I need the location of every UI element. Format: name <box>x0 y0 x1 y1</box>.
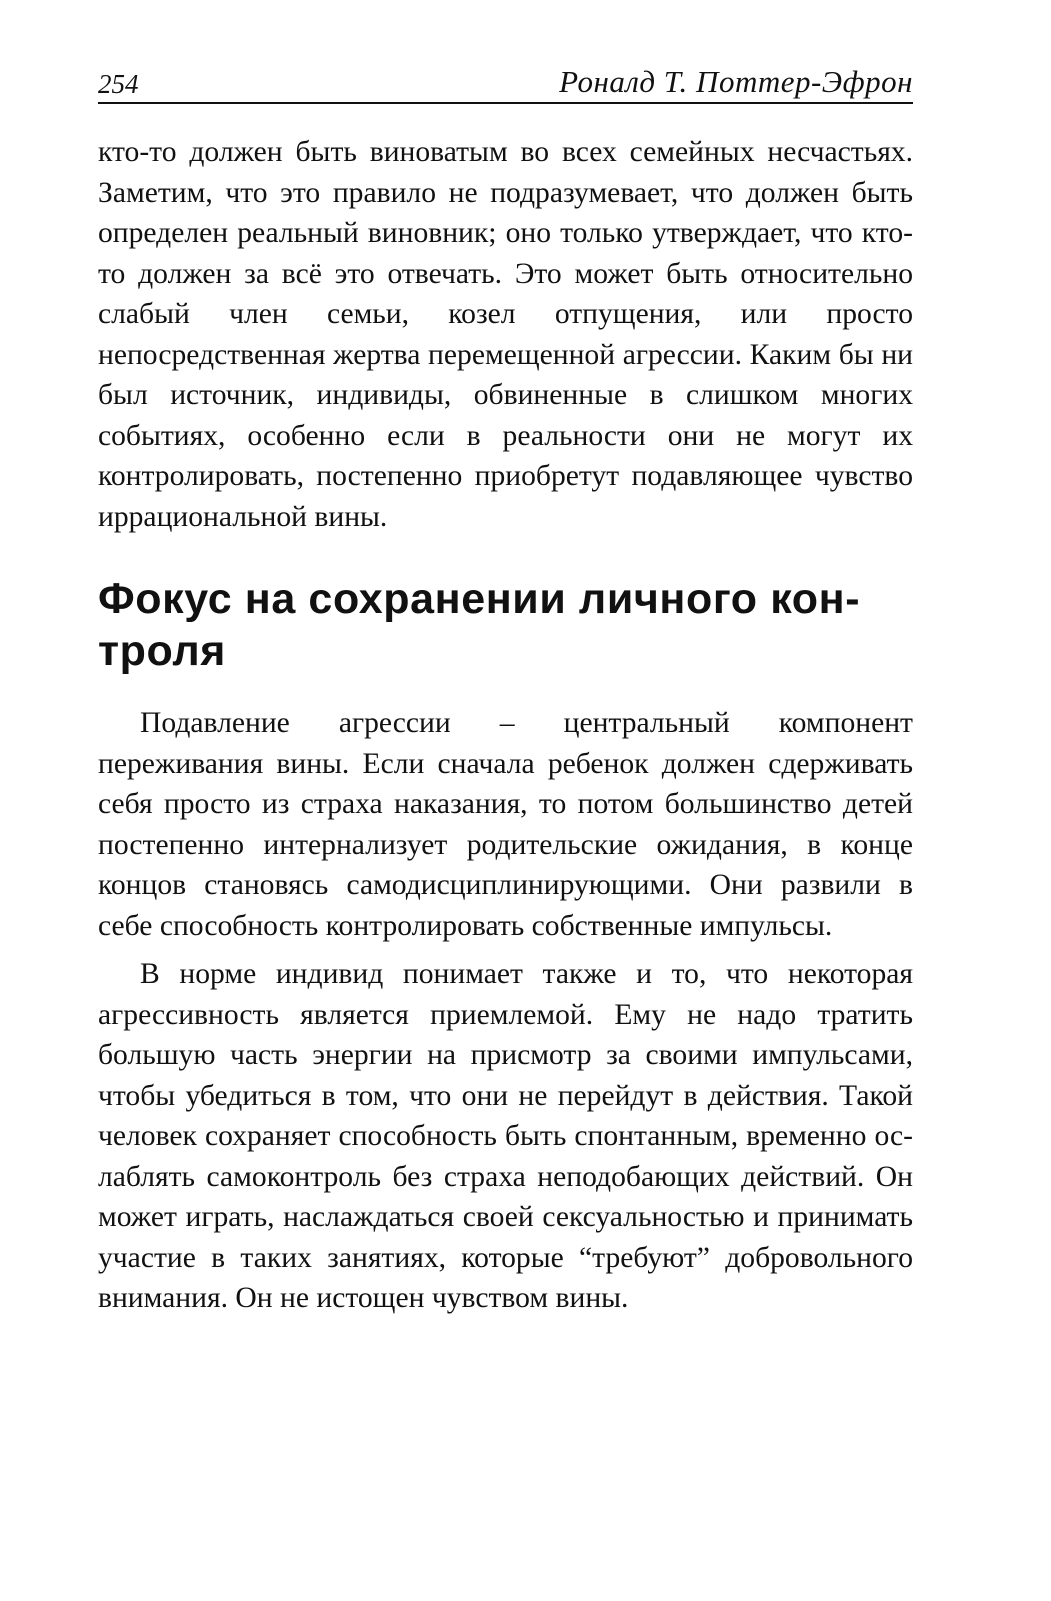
page-number: 254 <box>98 69 139 99</box>
body-paragraph-1: кто-то должен быть виноватым во всех семейных несчастьях. Заметим, что это правило не подразумевает, что должен быть определен реальный виновник; оно только утверждает, что кто-то должен за всё это отвечать. Это может быть относительно слабый член семьи, козел отпущения, или просто непосредственная жертва перемещенной агрессии. Каким бы ни был источник, индивиды, обвиненные в слишком многих событиях, особенно если в реальности они не могут их контролировать, постепенно приобретут подавляющее чувство иррациональной вины. <box>98 136 913 533</box>
section-heading: Фокус на сохранении личного контроля <box>98 575 860 675</box>
running-header <box>98 58 913 104</box>
body-paragraph-3: В норме индивид понимает также и то, что некоторая агрессивность является приемлемой. Ему не надо тратить большую часть энергии на присмотр за своими импульсами, чтобы убедиться в том, что они не перейдут в действия. Такой человек сохраняет способность быть спонтанным, временно ослаблять самоконтроль без страха неподобающих действий. Он может играть, наслаждаться своей сексуальностью и принимать участие в таких занятиях, которые “требуют” добровольного внимания. Он не истощен чувством вины. <box>98 958 913 1314</box>
body-paragraph-2: Подавление агрессии – центральный компонент переживания вины. Если сначала ребенок должен сдерживать себя просто из страха наказания, то потом большинство детей постепенно интернализует родительские ожидания, в конце концов становясь самодисциплинирующими. Они развили в себе способность контролировать собственные импульсы. <box>98 707 913 942</box>
running-author: Роналд Т. Поттер-Эфрон <box>559 64 913 99</box>
book-page <box>98 58 913 1319</box>
